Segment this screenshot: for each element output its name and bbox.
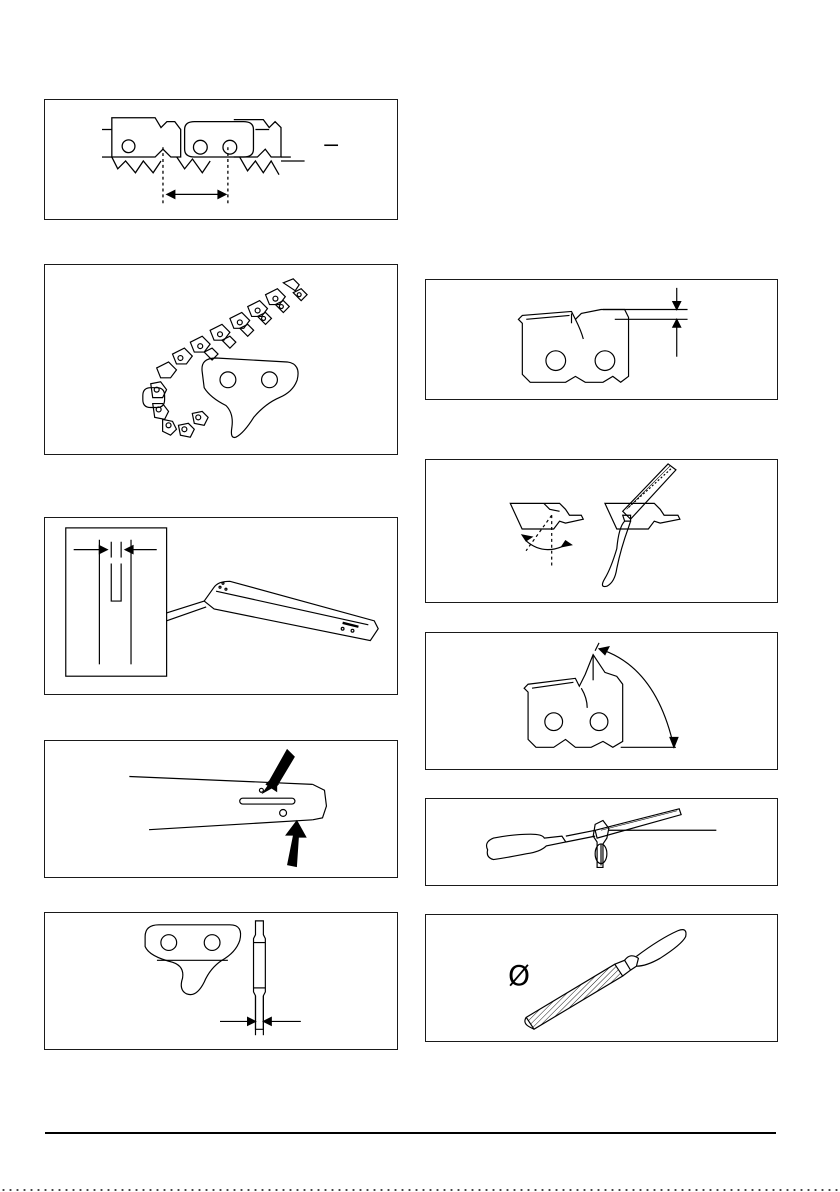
page-bottom-edge [0,1188,840,1192]
footer-rule [45,1132,776,1134]
figure-depth-gauge [425,279,778,400]
bar-holes-drawing [45,741,397,877]
figure-bar-holes [44,740,398,878]
figure-round-file [425,914,778,1042]
figure-bar-groove [44,517,398,695]
figure-top-plate-angle [425,632,778,770]
figure-file-holder [425,798,778,886]
file-holder-drawing [426,799,777,885]
figure-chain-loop [44,264,398,455]
figure-drive-link-gauge [44,912,398,1050]
round-file-drawing [426,915,777,1041]
bar-groove-drawing [45,518,397,694]
depth-gauge-drawing [426,280,777,399]
figure-chain-pitch [44,99,398,220]
figure-filing-angle [425,459,778,603]
diameter-symbol: Ø [508,959,531,992]
chain-pitch-drawing [45,100,397,219]
drive-link-gauge-drawing [45,913,397,1049]
chain-loop-drawing [45,265,397,454]
filing-angle-drawing [426,460,777,602]
top-plate-angle-drawing [426,633,777,769]
